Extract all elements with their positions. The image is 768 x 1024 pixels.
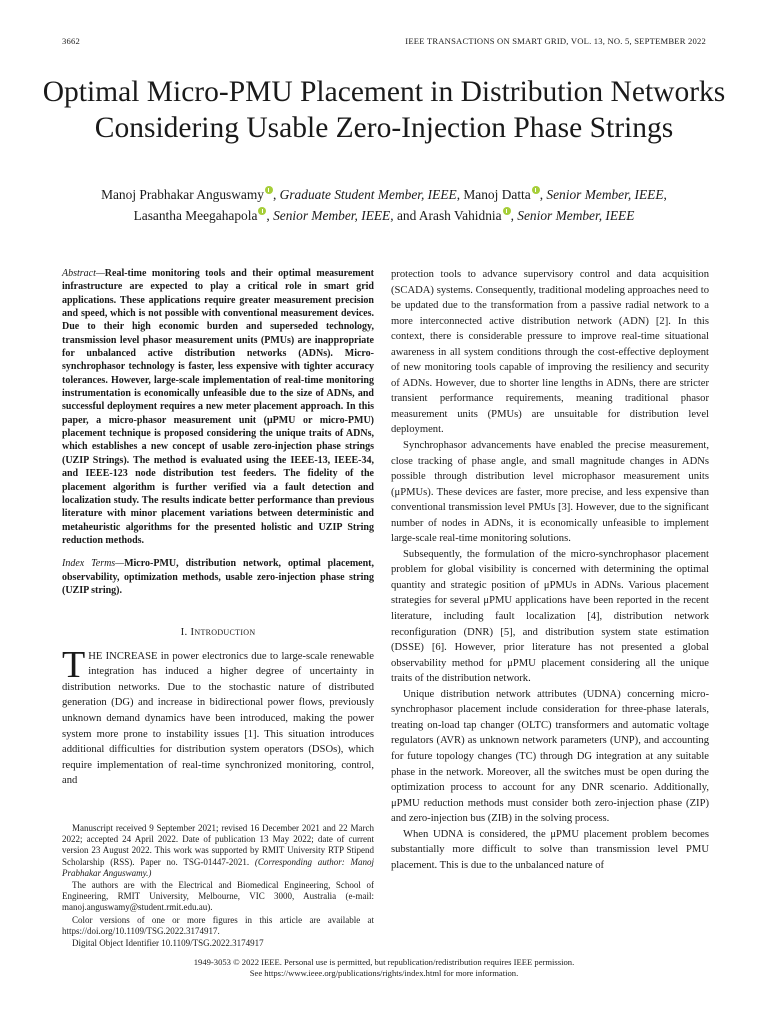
abstract-heading: Abstract— bbox=[62, 268, 105, 279]
footnote bbox=[62, 823, 374, 879]
and-text: and bbox=[396, 208, 417, 223]
abstract bbox=[62, 267, 374, 547]
abstract-body: Real-time monitoring tools and their optimal measurement infrastructure are expected to play a critical role in smart grid applications. These applications require greater measurement precision and speed, which is not possible with conventional measurement devices. Due to their high economic burden and superseded technology, transmission level phasor measurement units (PMUs) are inappropriate for unbalanced active distribution networks (ADNs). Micro-synchrophasor technology is faster, less expensive with tighter accuracy tolerances. However, large-scale implementation of real-time monitoring instrumentation is economically unfeasible due to the size of ADNs, and successful deployment requires a new meter placement approach. In this paper, a micro-phasor measurement unit (μPMU or micro-PMU) placement technique is proposed considering the unique traits of ADNs, which establishes a new concept of usable zero-injection phase strings (UZIP Strings). The method is evaluated using the IEEE-13, IEEE-34, and IEEE-123 node distribution test feeders. The fidelity of the placement algorithm is further verified via a fault detection and localization study. The results indicate better performance than previous literature with minor placement variations between deterministic and metaheuristic algorithms for the presented holistic and UZIP String reduction methods. bbox=[62, 268, 374, 546]
body-paragraph: Unique distribution network attributes (UDNA) concerning micro-synchrophasor placement include consideration for three-phase laterals, treating on-load tap changer (OLTC) transformers and automatic voltage regulators (AVR) as unknown network parameters (UNP), and accounting for future topology changes (TC) through DG integration at any suitable phase in the network. Moreover, all the switches must be open during the optimization process to account for any DNR scenario. Additionally, μPMU reduction methods must consider both zero-injection phase (ZIP) and zero-injection bus (ZIB) in the solving process. bbox=[391, 688, 709, 825]
page-number: 3662 bbox=[62, 36, 80, 46]
orcid-icon[interactable] bbox=[265, 186, 273, 194]
index-terms-body: Micro-PMU, distribution network, optimal placement, observability, optimization methods, usable zero-injection phase string (UZIP string). bbox=[62, 558, 374, 596]
body-paragraph: When UDNA is considered, the μPMU placement problem becomes substantially more difficult to solve than transmission level PMU placement. This is due to the unbalanced nature of bbox=[391, 828, 709, 871]
intro-paragraph bbox=[62, 643, 374, 789]
corresponding-author: (Corresponding author: Manoj Prabhakar Anguswamy.) bbox=[62, 856, 374, 878]
footnote: The authors are with the Electrical and Biomedical Engineering, School of Engineering, RMIT University, Melbourne, VIC 3000, Australia (e-mail: manoj.anguswamy@student.rmit.edu.au). bbox=[62, 880, 374, 913]
author-name: Lasantha Meegahapola bbox=[133, 208, 258, 223]
footnote-text: Manuscript received 9 September 2021; revised 16 December 2021 and 22 March 2022; accepted 24 April 2022. Date of publication 13 May 2022; date of current version 23 August 2022. This work was supported by RMIT University RTP Stipend Scholarship (RSS). Paper no. TSG-01447-2021. bbox=[62, 823, 374, 867]
author-name: Manoj Datta bbox=[463, 187, 531, 202]
left-column bbox=[62, 267, 374, 789]
journal-header: IEEE TRANSACTIONS ON SMART GRID, VOL. 13, NO. 5, SEPTEMBER 2022 bbox=[405, 36, 706, 46]
paper-title: Optimal Micro-PMU Placement in Distribution Networks Considering Usable Zero-Injection Phase Strings bbox=[42, 76, 726, 144]
footnotes bbox=[62, 823, 374, 950]
lead-caps: HE INCREASE bbox=[88, 650, 158, 662]
right-column bbox=[391, 267, 709, 873]
drop-cap: T bbox=[62, 643, 86, 686]
body-paragraph: Subsequently, the formulation of the micro-synchrophasor placement problem for global visibility is concerned with determining the optimal quantity and strategic position of μPMUs in ADNs. Various placement strategies for several μPMU applications have been reported in the recent literature, including fault localization [4], distribution network reconfiguration (DNR) [5], and distribution system state estimation (DSSE) [6]. However, prior literature has not presented a global observability method for μPMU placement considering all the unique traits of the distribution network. bbox=[391, 548, 709, 685]
copyright-line: 1949-3053 © 2022 IEEE. Personal use is permitted, but republication/redistribution requires IEEE permission. bbox=[193, 957, 575, 967]
author-role: Graduate Student Member, IEEE bbox=[279, 187, 457, 202]
orcid-icon[interactable] bbox=[503, 207, 511, 215]
author-role: Senior Member, IEEE bbox=[517, 208, 635, 223]
author-role: Senior Member, IEEE bbox=[546, 187, 664, 202]
copyright-footer bbox=[0, 957, 768, 979]
orcid-icon[interactable] bbox=[258, 207, 266, 215]
author-role: Senior Member, IEEE bbox=[273, 208, 391, 223]
rights-link-line: See https://www.ieee.org/publications/rights/index.html for more information. bbox=[249, 968, 519, 978]
author-list: Manoj Prabhakar Anguswamy , Graduate Student Member, IEEE, Manoj Datta , Senior Member, IEEE, Lasantha Meegahapola , Senior Member, IEEE, and Arash Vahidnia , Senior Member, IEEE bbox=[101, 187, 667, 223]
author-name: Manoj Prabhakar Anguswamy bbox=[101, 187, 264, 202]
footnote: Digital Object Identifier 10.1109/TSG.2022.3174917 bbox=[72, 938, 264, 949]
section-numeral: I. bbox=[180, 626, 188, 639]
footnote: Color versions of one or more figures in this article are available at https://doi.org/10.1109/TSG.2022.3174917. bbox=[62, 914, 374, 936]
index-terms-heading: Index Terms— bbox=[62, 558, 125, 570]
body-paragraph: protection tools to advance supervisory control and data acquisition (SCADA) systems. Consequently, traditional modeling approaches need to be updated due to the transformation from a passive radial network to a more interconnected active distribution network (ADN) [2]. In this context, there is considerable pressure to improve real-time situational awareness in all system conditions through the cost-effective deployment of new monitoring tools capable of improving the resiliency and security of ADNs. However, due to shorter line lengths in ADNs, there are stricter transient performance requirements, meaning traditional phasor measurement units (PMUs) are unsuitable for distribution level deployment. bbox=[391, 269, 709, 436]
intro-body: in power electronics due to large-scale renewable integration has induced a higher degree of uncertainty in distribution networks. Due to the stochastic nature of distributed generation (DG) and increase in bidirectional power flows, previously unknown demand dynamics have been introduced, making the power system more prone to instability issues [1]. This situation introduces additional difficulties for distribution system operators (DSOs), which require implementation of real-time synchronized monitoring, control, and bbox=[62, 650, 374, 787]
orcid-icon[interactable] bbox=[532, 186, 540, 194]
section-heading bbox=[62, 625, 374, 641]
author-name: Arash Vahidnia bbox=[418, 208, 502, 223]
section-title: Introduction bbox=[190, 626, 256, 639]
index-terms bbox=[62, 557, 374, 597]
body-paragraph: Synchrophasor advancements have enabled the precise measurement, close tracking of phase angle, and small magnitude changes in ADNs possible through distribution level microphasor measurement units (μPMUs). These devices are faster, more precise, and less expensive than conventional transmission level PMUs [3]. However, due to the significant number of nodes in ADNs, it is economically unfeasible to implement large-scale real-time monitoring solutions. bbox=[391, 440, 709, 545]
